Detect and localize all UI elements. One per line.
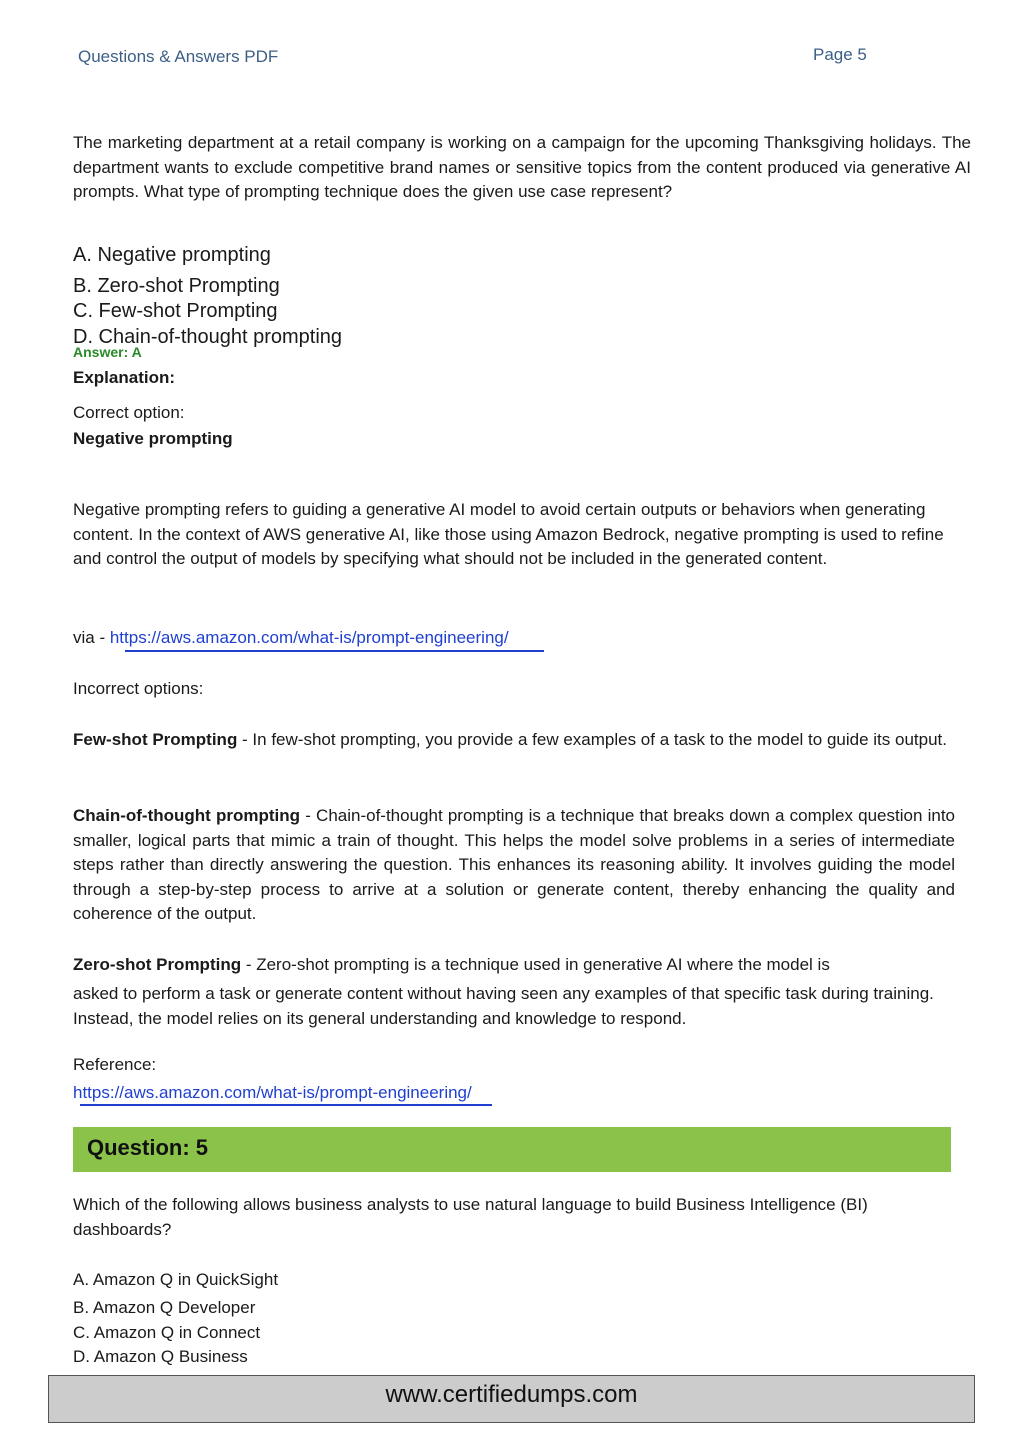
correct-option-label: Correct option: bbox=[73, 403, 185, 422]
footer-bar bbox=[48, 1375, 975, 1423]
q5-option-c: C. Amazon Q in Connect bbox=[73, 1323, 261, 1342]
q5-option-a: A. Amazon Q in QuickSight bbox=[73, 1270, 279, 1289]
incorrect-desc-continued: asked to perform a task or generate content without having seen any examples of that specific task during training. Instead, the model relies on its general understanding and knowledge to respond. bbox=[73, 984, 934, 1028]
question-text: The marketing department at a retail company is working on a campaign for the upcoming Thanksgiving holidays. The department wants to exclude competitive brand names or sensitive topics from the content produced via generative AI prompts. What type of prompting technique does the given use case represent? bbox=[73, 133, 971, 201]
correct-option-value: Negative prompting bbox=[73, 429, 233, 448]
incorrect-term: Zero-shot Prompting bbox=[73, 955, 242, 974]
incorrect-option-few-shot bbox=[73, 728, 958, 753]
header-title: Questions & Answers PDF bbox=[78, 47, 279, 66]
question5-text: Which of the following allows business analysts to use natural language to build Business Intelligence (BI) dashboards? bbox=[73, 1195, 868, 1239]
incorrect-option-chain-of-thought bbox=[73, 804, 955, 927]
answer-label: Answer: A bbox=[73, 344, 142, 360]
via-link[interactable]: https://aws.amazon.com/what-is/prompt-engineering/ bbox=[109, 628, 509, 647]
footer-site: www.certifiedumps.com bbox=[385, 1381, 638, 1408]
option-b: B. Zero-shot Prompting bbox=[73, 275, 280, 297]
reference-link-underline bbox=[80, 1104, 492, 1106]
page-number: Page 5 bbox=[813, 45, 867, 64]
option-c: C. Few-shot Prompting bbox=[73, 300, 278, 322]
reference-label: Reference: bbox=[73, 1055, 157, 1074]
incorrect-term: Few-shot Prompting bbox=[73, 730, 238, 749]
incorrect-option-zero-shot bbox=[73, 953, 958, 978]
explanation-text: Negative prompting refers to guiding a generative AI model to avoid certain outputs or behaviors when generating content. In the context of AWS generative AI, like those using Amazon Bedrock, negative prompting is used to refine and control the output of models by specifying what should not be included in the generated content. bbox=[73, 500, 944, 568]
via-link-underline bbox=[125, 650, 544, 652]
option-d: D. Chain-of-thought prompting bbox=[73, 326, 343, 348]
question-header-bar bbox=[73, 1127, 951, 1172]
via-line bbox=[73, 626, 509, 651]
explanation-label: Explanation: bbox=[73, 368, 176, 387]
via-label: via - bbox=[73, 628, 110, 647]
reference-line bbox=[73, 1081, 472, 1106]
option-a: A. Negative prompting bbox=[73, 244, 271, 266]
question-number-title: Question: 5 bbox=[87, 1135, 209, 1160]
incorrect-term: Chain-of-thought prompting bbox=[73, 806, 301, 825]
incorrect-desc: - Zero-shot prompting is a technique used in generative AI where the model is bbox=[241, 955, 830, 974]
incorrect-options-label: Incorrect options: bbox=[73, 679, 204, 698]
incorrect-desc: - In few-shot prompting, you provide a few examples of a task to the model to guide its output. bbox=[237, 730, 947, 749]
q5-option-d: D. Amazon Q Business bbox=[73, 1347, 248, 1366]
reference-link[interactable]: https://aws.amazon.com/what-is/prompt-engineering/ bbox=[73, 1083, 472, 1102]
q5-option-b: B. Amazon Q Developer bbox=[73, 1298, 256, 1317]
incorrect-desc: - Chain-of-thought prompting is a technique that breaks down a complex question into smaller, logical parts that mimic a train of thought. This helps the model solve problems in a series of intermediate steps rather than directly answering the question. This enhances its reasoning ability. It involves guiding the model through a step-by-step process to arrive at a solution or generate content, thereby enhancing the quality and coherence of the output. bbox=[73, 806, 955, 923]
